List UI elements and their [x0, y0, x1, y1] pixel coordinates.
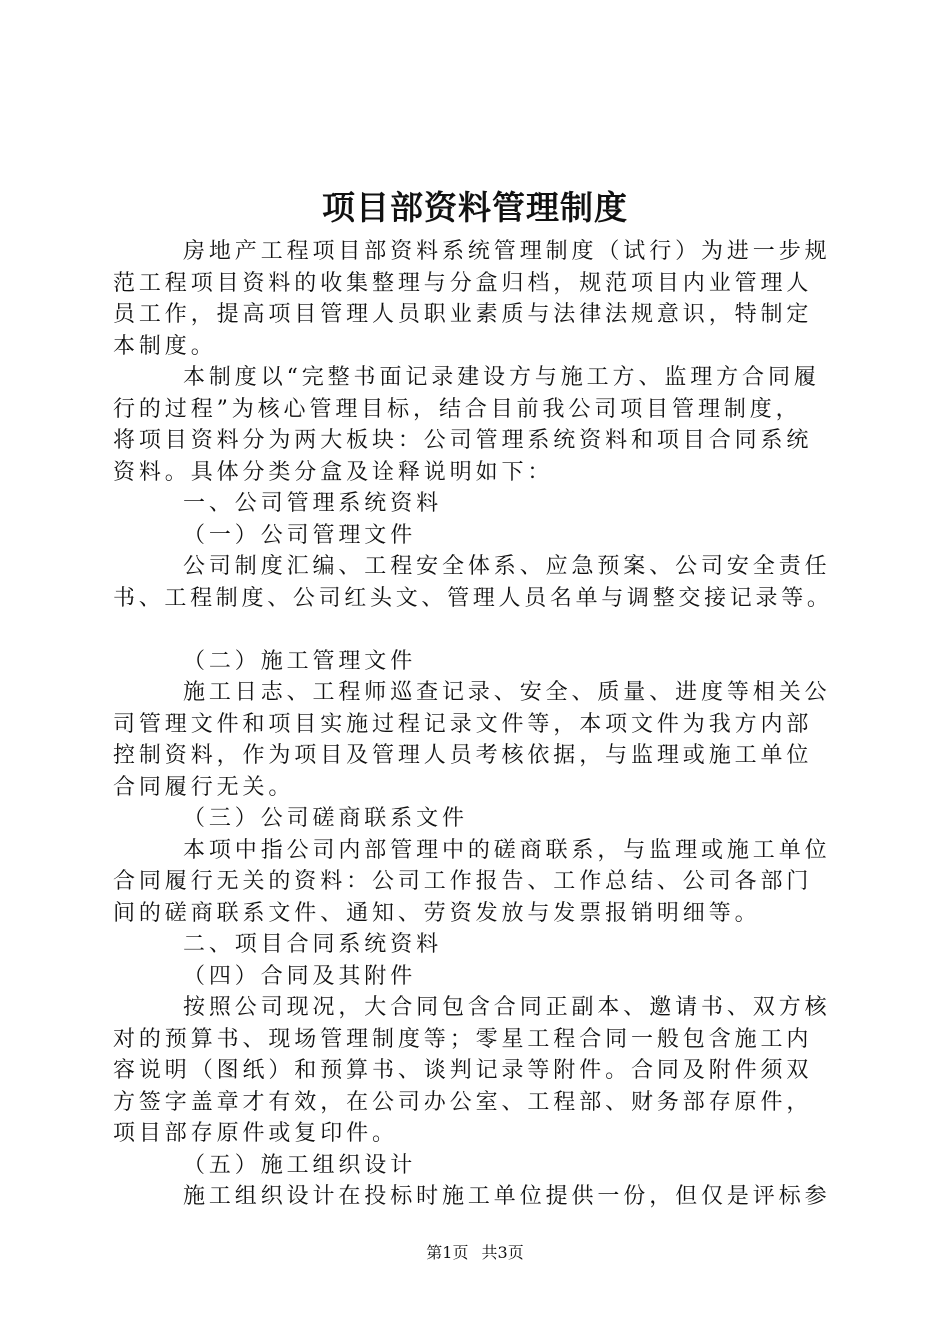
body-line: 一、公司管理系统资料 — [183, 491, 443, 516]
body-line: （四）合同及其附件 — [183, 963, 417, 989]
page-footer — [0, 1242, 950, 1264]
body-line: 公司制度汇编、工程安全体系、应急预案、公司安全责任 — [183, 554, 831, 579]
body-line: 司管理文件和项目实施过程记录文件等，本项文件为我方内部 — [113, 711, 813, 737]
body-line: 本制度以“完整书面记录建设方与施工方、监理方合同履 — [183, 365, 820, 390]
page-total: 共3页 — [481, 1243, 524, 1262]
body-line: 本制度。 — [113, 333, 217, 359]
body-line — [113, 614, 835, 646]
body-line: 间的磋商联系文件、通知、劳资发放与发票报销明细等。 — [113, 900, 761, 926]
document-title: 项目部资料管理制度 — [322, 188, 628, 227]
body-line: 员工作，提高项目管理人员职业素质与法律法规意识，特制定 — [113, 302, 813, 327]
body-line: 二、项目合同系统资料 — [183, 932, 443, 957]
page-number: 第1页 — [426, 1243, 469, 1262]
body-line: （五）施工组织设计 — [183, 1152, 417, 1178]
body-line: 按照公司现况，大合同包含合同正副本、邀请书、双方核 — [183, 995, 831, 1020]
body-line: 行的过程”为核心管理目标，结合目前我公司项目管理制度， — [113, 396, 802, 422]
body-line: 项目部存原件或复印件。 — [113, 1121, 398, 1146]
body-line: （三）公司磋商联系文件 — [183, 806, 468, 831]
body-line: 合同履行无关的资料：公司工作报告、工作总结、公司各部门 — [113, 869, 813, 894]
body-line: （二）施工管理文件 — [183, 648, 417, 674]
body-line: 施工组织设计在投标时施工单位提供一份，但仅是评标参 — [183, 1184, 831, 1209]
body-line: 方签字盖章才有效，在公司办公室、工程部、财务部存原件， — [113, 1089, 813, 1115]
body-line: 书、工程制度、公司红头文、管理人员名单与调整交接记录等。 — [113, 585, 833, 611]
body-line: 合同履行无关。 — [113, 774, 295, 800]
document-body — [113, 236, 835, 1213]
body-line: 容说明（图纸）和预算书、谈判记录等附件。合同及附件须双 — [113, 1058, 813, 1083]
body-line: 资料。具体分类分盒及诠释说明如下： — [113, 459, 554, 485]
body-line: 本项中指公司内部管理中的磋商联系，与监理或施工单位 — [183, 837, 831, 863]
body-line: （一）公司管理文件 — [183, 522, 417, 548]
body-line: 范工程项目资料的收集整理与分盒归档，规范项目内业管理人 — [113, 270, 813, 296]
body-line: 对的预算书、现场管理制度等；零星工程合同一般包含施工内 — [113, 1026, 813, 1052]
body-line: 施工日志、工程师巡查记录、安全、质量、进度等相关公 — [183, 680, 831, 705]
body-line: 房地产工程项目部资料系统管理制度（试行）为进一步规 — [183, 239, 831, 264]
body-line: 控制资料，作为项目及管理人员考核依据，与监理或施工单位 — [113, 743, 813, 768]
body-line: 将项目资料分为两大板块：公司管理系统资料和项目合同系统 — [113, 428, 813, 453]
